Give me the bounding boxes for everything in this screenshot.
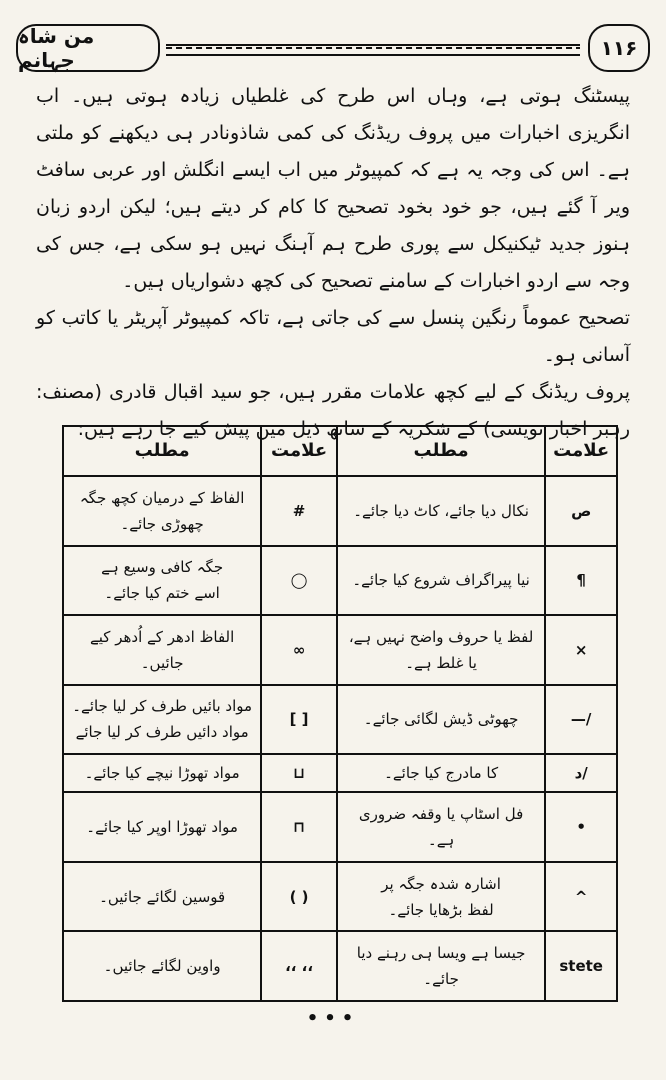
meaning-line: الفاظ کے درمیان کچھ جگہ: [79, 488, 245, 507]
table-row: [63, 546, 617, 616]
meaning-cell: [63, 862, 261, 932]
symbol-cell: ◯: [261, 546, 337, 616]
table-row: [63, 862, 617, 932]
meaning-line: لفظ یا حروف واضح نہیں ہے،: [348, 627, 534, 646]
meaning-line: واوین لگائے جائیں۔: [103, 957, 221, 976]
meaning-cell: [337, 792, 545, 862]
symbol-cell: /—: [545, 685, 617, 755]
table-row: [63, 754, 617, 792]
meaning-line: جائیں۔: [140, 653, 184, 672]
symbol-cell: ( ): [261, 862, 337, 932]
meaning-line: مواد تھوڑا اوپر کیا جائے۔: [86, 818, 238, 837]
meaning-line: جگہ کافی وسیع ہے: [101, 558, 224, 577]
meaning-cell: [337, 754, 545, 792]
meaning-cell: [337, 476, 545, 546]
table-row: [63, 931, 617, 1001]
meaning-line: قوسین لگائے جائیں۔: [99, 887, 226, 906]
meaning-cell: [337, 615, 545, 685]
body-text: [36, 78, 630, 448]
paragraph: پیسٹنگ ہوتی ہے، وہاں اس طرح کی غلطیاں زیادہ ہوتی ہیں۔ اب انگریزی اخبارات میں پروف ریڈنگ کی کمی شاذونادر ہی دیکھنے کو ملتی ہے۔ اس کی وجہ یہ ہے کہ کمپیوٹر میں اب ایسے انگلش اور عربی سافٹ ویر آ گئے ہیں، جو خود بخود تصحیح کا کام کر دیتے ہیں؛ لیکن اردو زبان ہنوز جدید ٹیکنیکل سے پوری طرح ہم آہنگ نہیں ہو سکی ہے، جس کی وجہ سے اردو اخبارات کے سامنے تصحیح کی کچھ دشواریاں ہیں۔: [36, 85, 630, 292]
page-number: ۱۱۶: [588, 24, 650, 72]
column-header: مطلب: [63, 426, 261, 476]
meaning-line: مواد بائیں طرف کر لیا جائے۔: [72, 697, 253, 716]
meaning-line: مواد تھوڑا نیچے کیا جائے۔: [84, 764, 240, 783]
meaning-cell: [63, 615, 261, 685]
symbol-cell: /د: [545, 754, 617, 792]
column-header: علامت: [261, 426, 337, 476]
meaning-line: چھوڑی جائے۔: [120, 514, 204, 533]
symbol-cell: •: [545, 792, 617, 862]
symbol-cell: #: [261, 476, 337, 546]
symbol-cell: ،، ،،: [261, 931, 337, 1001]
meaning-line: مواد دائیں طرف کر لیا جائے: [75, 723, 249, 742]
meaning-line: جیسا ہے ویسا ہی رہنے دیا جائے۔: [356, 944, 526, 989]
symbol-cell: ∞: [261, 615, 337, 685]
table-header-row: [63, 426, 617, 476]
symbol-cell: ⊓: [261, 792, 337, 862]
table-row: [63, 476, 617, 546]
running-title: من شاہ جہانم: [16, 24, 160, 72]
meaning-cell: [337, 685, 545, 755]
symbol-cell: ص: [545, 476, 617, 546]
meaning-line: اسے ختم کیا جائے۔: [104, 584, 220, 603]
meaning-cell: [63, 754, 261, 792]
meaning-line: چھوٹی ڈیش لگائی جائے۔: [363, 710, 519, 729]
column-header: علامت: [545, 426, 617, 476]
column-header: مطلب: [337, 426, 545, 476]
table-row: [63, 685, 617, 755]
table-row: [63, 615, 617, 685]
meaning-cell: [63, 685, 261, 755]
end-dots: •••: [306, 1008, 360, 1029]
table-row: [63, 792, 617, 862]
meaning-line: یا غلط ہے۔: [405, 653, 477, 672]
meaning-line: نکال دیا جائے، کاٹ دیا جائے۔: [353, 501, 529, 520]
meaning-cell: [63, 546, 261, 616]
proofreading-symbols-table: [62, 425, 618, 1002]
symbol-cell: ¶: [545, 546, 617, 616]
symbol-cell: ^: [545, 862, 617, 932]
symbol-cell: ×: [545, 615, 617, 685]
paragraph: تصحیح عموماً رنگین پنسل سے کی جاتی ہے، تاکہ کمپیوٹر آپریٹر یا کاتب کو آسانی ہو۔: [36, 307, 630, 366]
meaning-line: الفاظ ادھر کے اُدھر کیے: [89, 627, 235, 646]
symbol-cell: [ ]: [261, 685, 337, 755]
meaning-line: اشارہ شدہ جگہ پر: [381, 874, 501, 893]
meaning-cell: [337, 931, 545, 1001]
meaning-cell: [337, 546, 545, 616]
header-ornament: [166, 44, 580, 56]
symbol-cell: stete: [545, 931, 617, 1001]
page-header: [16, 24, 650, 72]
meaning-line: کا مادرج کیا جائے۔: [384, 764, 499, 783]
meaning-cell: [63, 476, 261, 546]
meaning-line: نیا پیراگراف شروع کیا جائے۔: [352, 571, 530, 590]
meaning-cell: [63, 931, 261, 1001]
symbol-cell: ⊔: [261, 754, 337, 792]
meaning-line: لفظ بڑھایا جائے۔: [388, 900, 494, 919]
meaning-cell: [63, 792, 261, 862]
meaning-line: فل اسٹاپ یا وقفہ ضروری ہے۔: [358, 805, 524, 850]
paragraph: پروف ریڈنگ کے لیے کچھ علامات مقرر ہیں، جو سید اقبال قادری (مصنف: رہبر اخبار نویسی) کے شکریہ کے ساتھ ذیل میں پیش کیے جا رہے ہیں:: [36, 381, 630, 440]
meaning-cell: [337, 862, 545, 932]
